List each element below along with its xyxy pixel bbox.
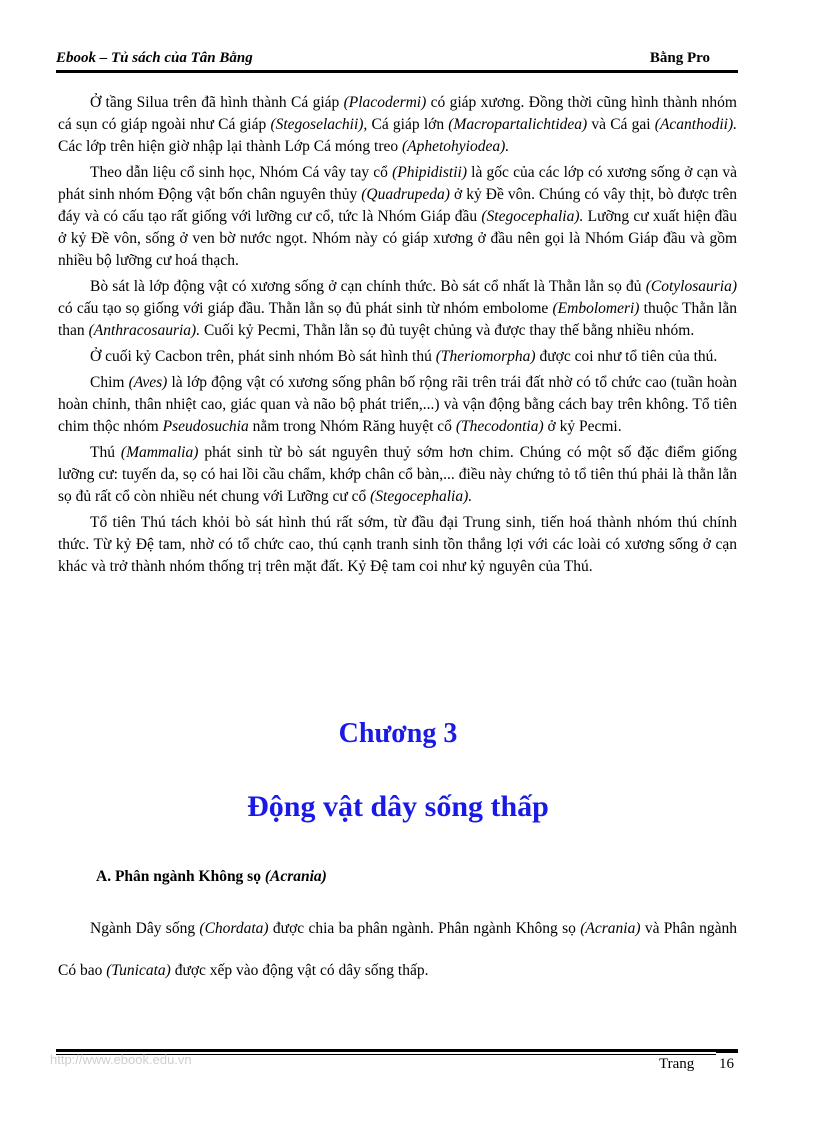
text-run: Tổ tiên Thú tách khỏi bò sát hình thú rất sớm, từ đầu đại Trung sinh, tiến hoá thành nhóm thú chính thức. Từ kỷ Đệ tam, nhờ có tổ chức cao, thú cạnh tranh sinh tồn thắng lợi với các loài có xương sống ở cạn khác và trở thành nhóm thống trị trên mặt đất. Kỷ Đệ tam coi như kỷ nguyên của Thú. — [58, 514, 737, 575]
scientific-term: (Mammalia) — [120, 444, 199, 461]
text-run: Cuối kỷ Pecmi, Thằn lằn sọ đủ tuyệt chủng và được thay thế bằng nhiều nhóm. — [200, 322, 695, 339]
scientific-term: (Aves) — [128, 374, 168, 391]
text-run: Ở tầng Silua trên đã hình thành Cá giáp — [90, 94, 344, 111]
section-heading — [96, 868, 327, 886]
scientific-term: (Theriomorpha) — [435, 348, 536, 365]
scientific-term: (Embolomeri) — [552, 300, 640, 317]
body-text — [58, 92, 737, 582]
text-run: Lưỡng cư xuất hiện đầu ở kỷ Đề vôn, sống ở ven bờ nước ngọt. Nhóm này có giáp xương ở đầu nên gọi là Nhóm Giáp đầu và gồm nhiều bộ lưỡng cư hoá thạch. — [58, 208, 737, 269]
text-run: và Phân ngành Có bao — [58, 920, 737, 979]
body-paragraph — [58, 162, 737, 272]
scientific-term: (Chordata) — [199, 920, 269, 937]
text-run: Các lớp trên hiện giờ nhập lại thành Lớp Cá móng treo — [58, 138, 402, 155]
text-run: Ngành Dây sống — [90, 920, 200, 937]
text-run: và Cá gai — [587, 116, 655, 133]
scientific-term: (Tunicata) — [106, 962, 171, 979]
body-paragraph — [58, 512, 737, 578]
text-run: được xếp vào động vật có dây sống thấp. — [170, 962, 429, 979]
section-label: A. Phân ngành Không sọ — [96, 868, 265, 885]
scientific-term: (Acrania) — [580, 920, 641, 937]
text-run: Chim — [90, 374, 129, 391]
text-run: Theo dẫn liệu cổ sinh học, Nhóm Cá vây tay cổ — [90, 164, 393, 181]
text-run: Ở cuối kỷ Cacbon trên, phát sinh nhóm Bò sát hình thú — [90, 348, 436, 365]
text-run: Bò sát là lớp động vật có xương sống ở cạn chính thức. Bò sát cổ nhất là Thằn lằn sọ đủ — [90, 278, 646, 295]
text-run: có cấu tạo sọ giống với giáp đầu. Thằn lằn sọ đủ phát sinh từ nhóm embolome — [58, 300, 553, 317]
scientific-term: (Stegocephalia). — [370, 488, 473, 505]
scientific-term: (Aphetohyiodea). — [401, 138, 510, 155]
text-run: thuộc Thằn lằn than — [58, 300, 737, 339]
page-number: 16 — [719, 1056, 734, 1072]
footer-mark — [716, 1049, 738, 1053]
body-paragraph — [58, 346, 737, 368]
text-run: nằm trong Nhóm Răng huyệt cổ — [248, 418, 456, 435]
footer-watermark-url: http://www.ebook.edu.vn — [50, 1052, 192, 1067]
text-run: được coi như tổ tiên của thú. — [535, 348, 718, 365]
scientific-term: Pseudosuchia — [162, 418, 249, 435]
body-paragraph — [58, 372, 737, 438]
intro-paragraph — [58, 908, 737, 992]
scientific-term: (Quadrupeda) — [361, 186, 450, 203]
scientific-term: (Stegocephalia). — [481, 208, 584, 225]
header-author: Bằng Pro — [649, 50, 710, 66]
scientific-term: (Placodermi) — [343, 94, 427, 111]
text-run: là gốc của các lớp có xương sống ở cạn và phát sinh nhóm Động vật bốn chân nguyên thủy — [58, 164, 737, 203]
text-run: ở kỷ Đề vôn. Chúng có vây thịt, bò được trên đáy và có cấu tạo rất giống với lưỡng cư cổ, tức là Nhóm Giáp đầu — [58, 186, 737, 225]
section-term: (Acrania) — [264, 868, 327, 885]
text-run: ở kỷ Pecmi. — [543, 418, 622, 435]
header-rule — [56, 70, 738, 73]
chapter-number: Chương 3 — [338, 718, 458, 749]
scientific-term: (Phipidistii) — [392, 164, 467, 181]
scientific-term: (Thecodontia) — [455, 418, 544, 435]
header-book-title: Ebook – Tủ sách của Tân Bằng — [56, 50, 253, 66]
scientific-term: (Stegoselachii), — [270, 116, 368, 133]
body-paragraph — [58, 442, 737, 508]
page-header — [56, 48, 738, 70]
scientific-term: (Macropartalichtidea) — [448, 116, 588, 133]
text-run: có giáp xương. Đồng thời cũng hình thành nhóm cá sụn có giáp ngoài như Cá giáp — [58, 94, 737, 133]
text-run: phát sinh từ bò sát nguyên thuỷ sớm hơn chim. Chúng có một số đặc điểm giống lưỡng cư: tuyến da, sọ có hai lồi cầu chẩm, khớp chân cổ bàn,... điều này chứng tỏ tổ tiên thú phải là thằn lằn sọ đủ rất cổ còn nhiều nét chung với Lưỡng cư cổ — [58, 444, 737, 505]
body-paragraph — [58, 276, 737, 342]
text-run: được chia ba phân ngành. Phân ngành Không sọ — [268, 920, 581, 937]
text-run: Thú — [90, 444, 121, 461]
scientific-term: (Acanthodii). — [654, 116, 737, 133]
scientific-term: (Anthracosauria). — [88, 322, 201, 339]
body-paragraph — [58, 92, 737, 158]
scientific-term: (Cotylosauria) — [645, 278, 737, 295]
text-run: Cá giáp lớn — [367, 116, 449, 133]
page-label: Trang — [659, 1056, 695, 1072]
text-run: là lớp động vật có xương sống phân bố rộng rãi trên trái đất nhờ có tổ chức cao (tuần hoàn hoàn chỉnh, thân nhiệt cao, giác quan và não bộ phát triển,...) và vận động bằng cách bay trên không. Tổ tiên chim thộc nhóm — [58, 374, 738, 435]
chapter-title: Động vật dây sống thấp — [247, 790, 549, 823]
